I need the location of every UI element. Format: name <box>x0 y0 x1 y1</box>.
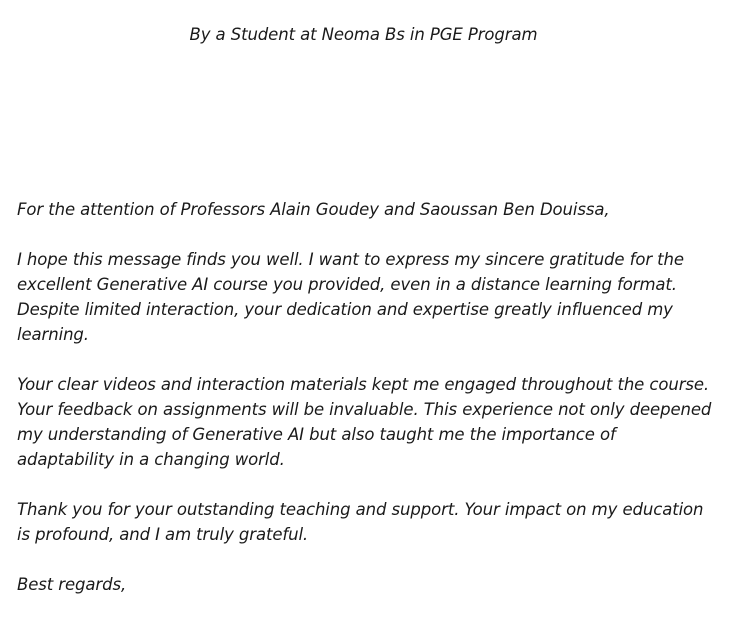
closing: Best regards, <box>17 575 127 594</box>
paragraph-line: adaptability in a changing world. <box>17 450 285 469</box>
paragraph-line: I hope this message finds you well. I want to express my sincere gratitude for the <box>17 250 684 269</box>
paragraph-line: my understanding of Generative AI but also taught me the importance of <box>17 425 616 444</box>
letter-body <box>17 197 717 622</box>
byline: By a Student at Neoma Bs in PGE Program <box>189 25 538 44</box>
paragraph-line: is profound, and I am truly grateful. <box>17 525 309 544</box>
salutation: For the attention of Professors Alain Goudey and Saoussan Ben Douissa, <box>17 200 610 219</box>
paragraph-line: Thank you for your outstanding teaching and support. Your impact on my education <box>17 500 704 519</box>
paragraph-line: Despite limited interaction, your dedication and expertise greatly influenced my <box>17 300 673 319</box>
paragraph-line: excellent Generative AI course you provided, even in a distance learning format. <box>17 275 677 294</box>
paragraph-line: Your clear videos and interaction materials kept me engaged throughout the course. <box>17 375 710 394</box>
paragraph-materials <box>17 372 717 472</box>
paragraph-line: learning. <box>17 325 89 344</box>
paragraph-thanks <box>17 497 717 547</box>
paragraph-gratitude <box>17 247 717 347</box>
paragraph-line: Your feedback on assignments will be invaluable. This experience not only deepened <box>17 400 712 419</box>
